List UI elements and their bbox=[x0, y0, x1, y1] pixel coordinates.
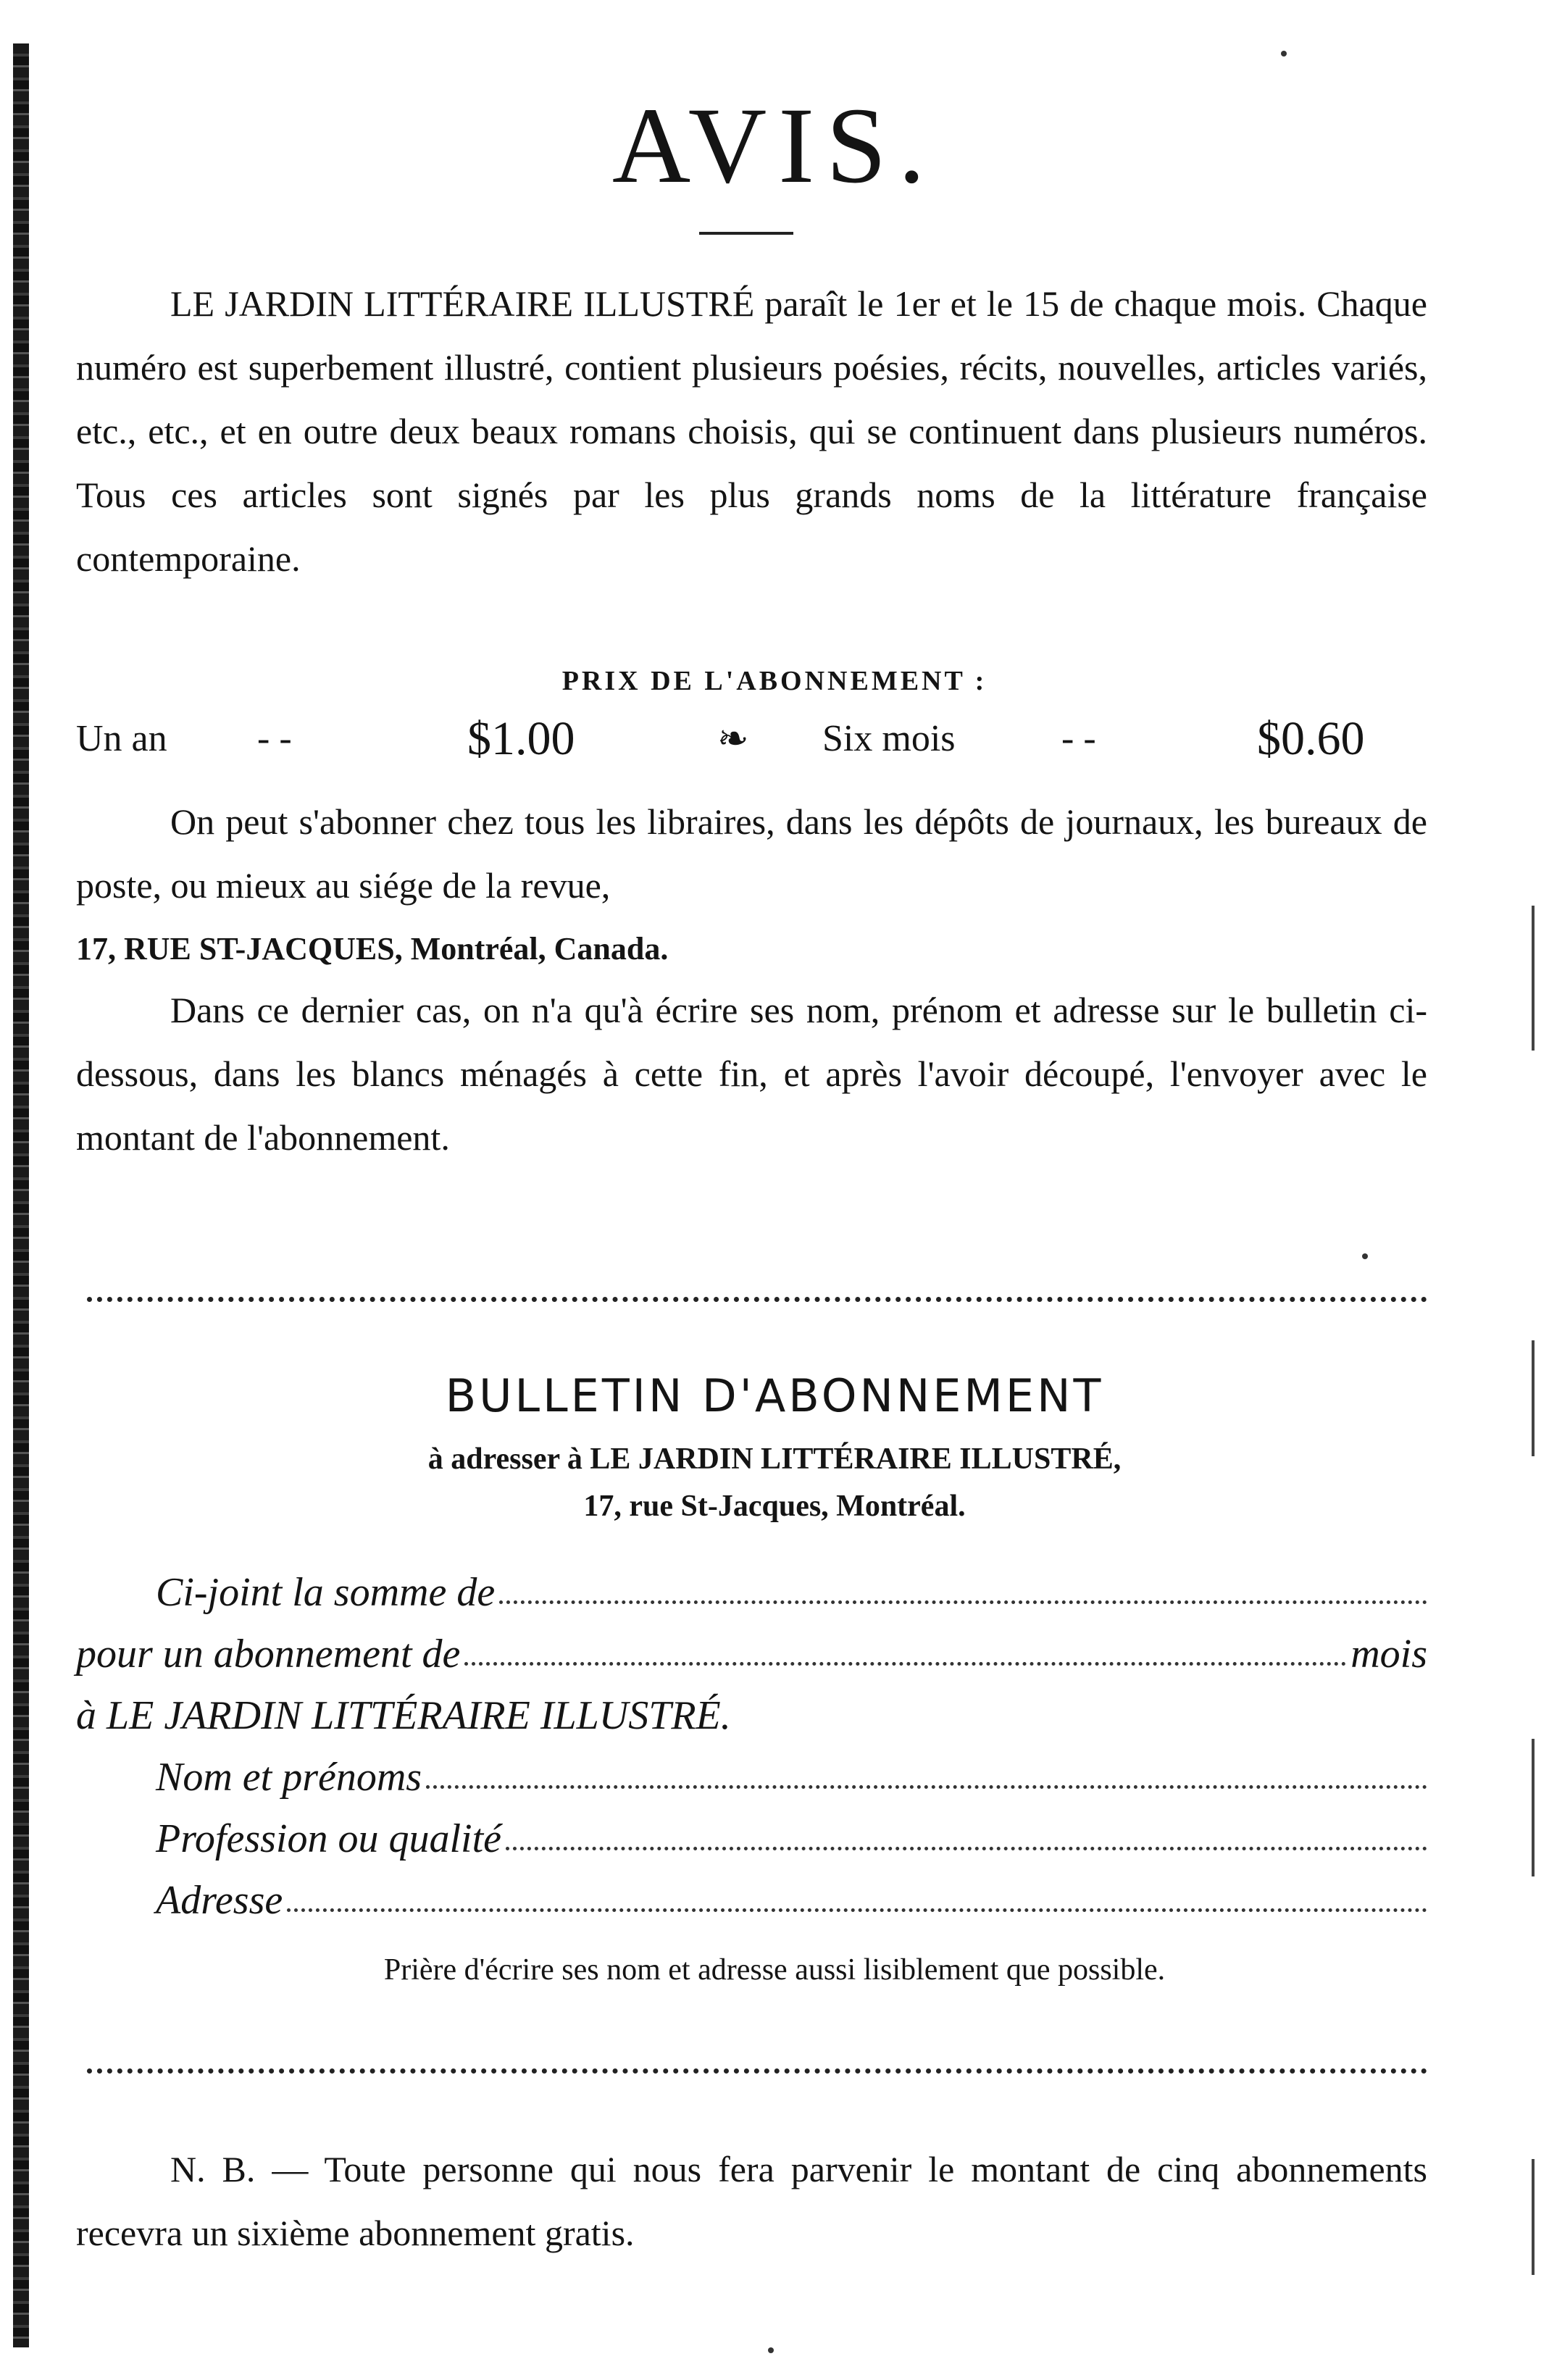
publication-line bbox=[76, 1681, 1427, 1739]
subscribe-paragraph: On peut s'abonner chez tous les libraires, dans les dépôts de journaux, les bureaux de poste, ou mieux au siége de la revue, bbox=[76, 801, 1427, 906]
margin-mark bbox=[1532, 1739, 1535, 1876]
profession-field[interactable] bbox=[76, 1804, 1427, 1862]
sum-field[interactable] bbox=[76, 1558, 1427, 1616]
margin-mark bbox=[1532, 2159, 1535, 2275]
subscription-unit: mois bbox=[1350, 1632, 1427, 1677]
margin-mark bbox=[1532, 1340, 1535, 1456]
footnote-block bbox=[76, 2137, 1427, 2265]
price-row bbox=[76, 712, 1427, 782]
profession-label: Profession ou qualité bbox=[156, 1816, 502, 1861]
title-rule bbox=[699, 232, 793, 235]
intro-paragraph: LE JARDIN LITTÉRAIRE ILLUSTRÉ paraît le 1er et le 15 de chaque mois. Chaque numéro est superbement illustré, contient plusieurs poésies, récits, nouvelles, articles variés, etc., etc., et en outre deux beaux romans choisis, qui se continuent dans plusieurs numéros. Tous ces articles sont signés par les plus grands noms de la littérature française contemporaine. bbox=[76, 283, 1427, 579]
binding-edge bbox=[13, 43, 29, 2347]
subscription-blank[interactable] bbox=[464, 1662, 1346, 1666]
name-field[interactable] bbox=[76, 1742, 1427, 1800]
separator-ornament: ❧ bbox=[717, 719, 749, 760]
legibility-note: Prière d'écrire ses nom et adresse aussi lisiblement que possible. bbox=[383, 1953, 1166, 1987]
sum-label: Ci-joint la somme de bbox=[156, 1570, 496, 1615]
name-blank[interactable] bbox=[426, 1785, 1427, 1789]
print-speck bbox=[1281, 51, 1287, 57]
address-blank[interactable] bbox=[287, 1908, 1427, 1912]
subscription-label: pour un abonnement de bbox=[76, 1632, 461, 1677]
subscription-length-field[interactable] bbox=[76, 1619, 1427, 1677]
instructions-paragraph: Dans ce dernier cas, on n'a qu'à écrire ses nom, prénom et adresse sur le bulletin ci-dessous, dans les blancs ménagés à cette fin, et après l'avoir découpé, l'envoyer avec le montant de l'abonnement. bbox=[76, 990, 1427, 1158]
instructions-paragraph-block bbox=[76, 978, 1427, 1169]
name-label: Nom et prénoms bbox=[156, 1755, 422, 1800]
subscription-heading: PRIX DE L'ABONNEMENT : bbox=[561, 666, 988, 696]
address-label: Adresse bbox=[156, 1878, 283, 1923]
six-months-label: Six mois bbox=[822, 718, 956, 759]
print-speck bbox=[768, 2347, 774, 2353]
cut-line-bottom bbox=[87, 2068, 1427, 2074]
print-speck bbox=[1362, 1253, 1368, 1259]
bulletin-address-to: à adresser à LE JARDIN LITTÉRAIRE ILLUSTRÉ, bbox=[427, 1442, 1122, 1476]
footnote-text: N. B. — Toute personne qui nous fera parvenir le montant de cinq abonnements recevra un sixième abonnement gratis. bbox=[76, 2149, 1427, 2253]
bulletin-title: BULLETIN D'ABONNEMENT bbox=[445, 1369, 1104, 1422]
margin-mark bbox=[1532, 906, 1535, 1051]
subscribe-paragraph-block bbox=[76, 790, 1427, 981]
address-field[interactable] bbox=[76, 1866, 1427, 1924]
year-price: $1.00 bbox=[467, 712, 575, 765]
year-dashes: - - bbox=[257, 718, 292, 759]
intro-paragraph-block bbox=[76, 272, 1427, 590]
address-line: 17, RUE ST-JACQUES, Montréal, Canada. bbox=[76, 931, 669, 966]
six-months-price: $0.60 bbox=[1257, 712, 1365, 765]
six-months-dashes: - - bbox=[1061, 718, 1096, 759]
publication-name: à LE JARDIN LITTÉRAIRE ILLUSTRÉ. bbox=[76, 1693, 731, 1738]
sum-blank[interactable] bbox=[499, 1600, 1427, 1604]
cut-line-top bbox=[87, 1297, 1427, 1302]
bulletin-address-street: 17, rue St-Jacques, Montréal. bbox=[583, 1490, 966, 1523]
page-title: AVIS. bbox=[611, 85, 938, 206]
year-label: Un an bbox=[76, 718, 167, 759]
profession-blank[interactable] bbox=[506, 1847, 1427, 1850]
